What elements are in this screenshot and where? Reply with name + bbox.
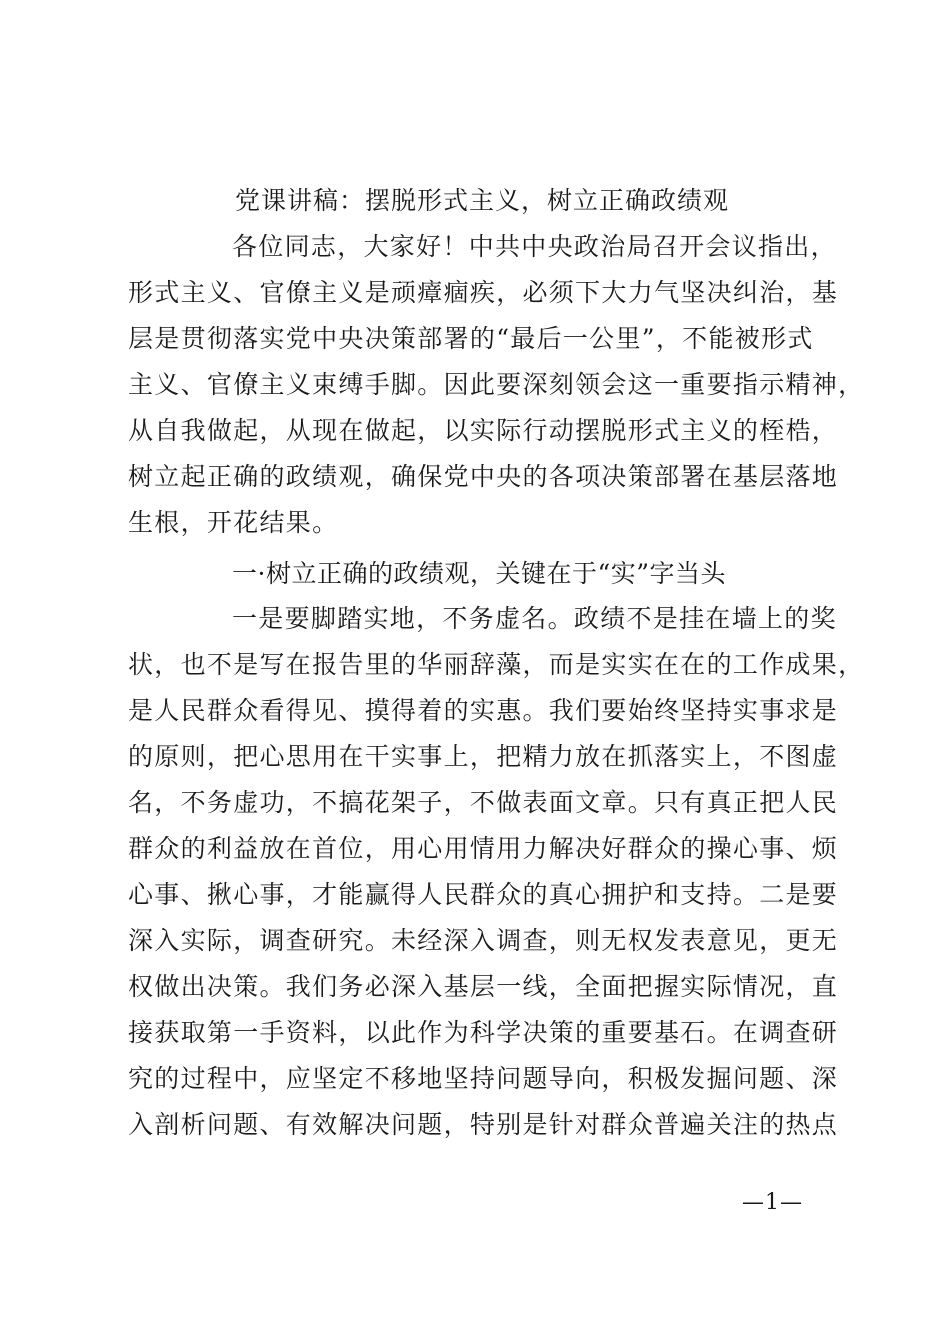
body-line: 的原则，把心思用在干实事上，把精力放在抓落实上，不图虚 (128, 742, 839, 771)
intro-line: 主义、官僚主义束缚手脚。因此要深刻领会这一重要指示精神， (128, 370, 865, 399)
body-line: 一是要脚踏实地，不务虚名。政绩不是挂在墙上的奖 (232, 604, 837, 633)
body-line: 状，也不是写在报告里的华丽辞藻，而是实实在在的工作成果， (128, 650, 865, 679)
body-line: 深入实际，调查研究。未经深入调查，则无权发表意见，更无 (128, 926, 839, 955)
body-line: 是人民群众看得见、摸得着的实惠。我们要始终坚持实事求是 (128, 696, 839, 725)
page-number: —1— (742, 1190, 803, 1215)
body-line: 入剖析问题、有效解决问题，特别是针对群众普遍关注的热点 (128, 1110, 839, 1139)
body-line: 名，不务虚功，不搞花架子，不做表面文章。只有真正把人民 (128, 788, 839, 817)
intro-line: 从自我做起，从现在做起，以实际行动摆脱形式主义的桎梏， (128, 416, 839, 445)
body-line: 心事、揪心事，才能赢得人民群众的真心拥护和支持。二是要 (128, 880, 839, 909)
body-line: 权做出决策。我们务必深入基层一线，全面把握实际情况，直 (128, 972, 839, 1001)
intro-line: 层是贯彻落实党中央决策部署的“最后一公里”，不能被形式 (128, 324, 814, 353)
body-line: 接获取第一手资料，以此作为科学决策的重要基石。在调查研 (128, 1018, 839, 1047)
body-line: 究的过程中，应坚定不移地坚持问题导向，积极发掘问题、深 (128, 1064, 839, 1093)
intro-line: 各位同志，大家好！中共中央政治局召开会议指出， (232, 232, 837, 261)
intro-line: 树立起正确的政绩观，确保党中央的各项决策部署在基层落地 (128, 462, 839, 491)
body-line: 群众的利益放在首位，用心用情用力解决好群众的操心事、烦 (128, 834, 839, 863)
document-title: 党课讲稿：摆脱形式主义，树立正确政绩观 (235, 186, 730, 215)
section-heading: 一·树立正确的政绩观，关键在于“实”字当头 (232, 559, 727, 588)
intro-line: 形式主义、官僚主义是顽瘴痼疾，必须下大力气坚决纠治，基 (128, 278, 839, 307)
intro-line: 生根，开花结果。 (128, 508, 339, 537)
